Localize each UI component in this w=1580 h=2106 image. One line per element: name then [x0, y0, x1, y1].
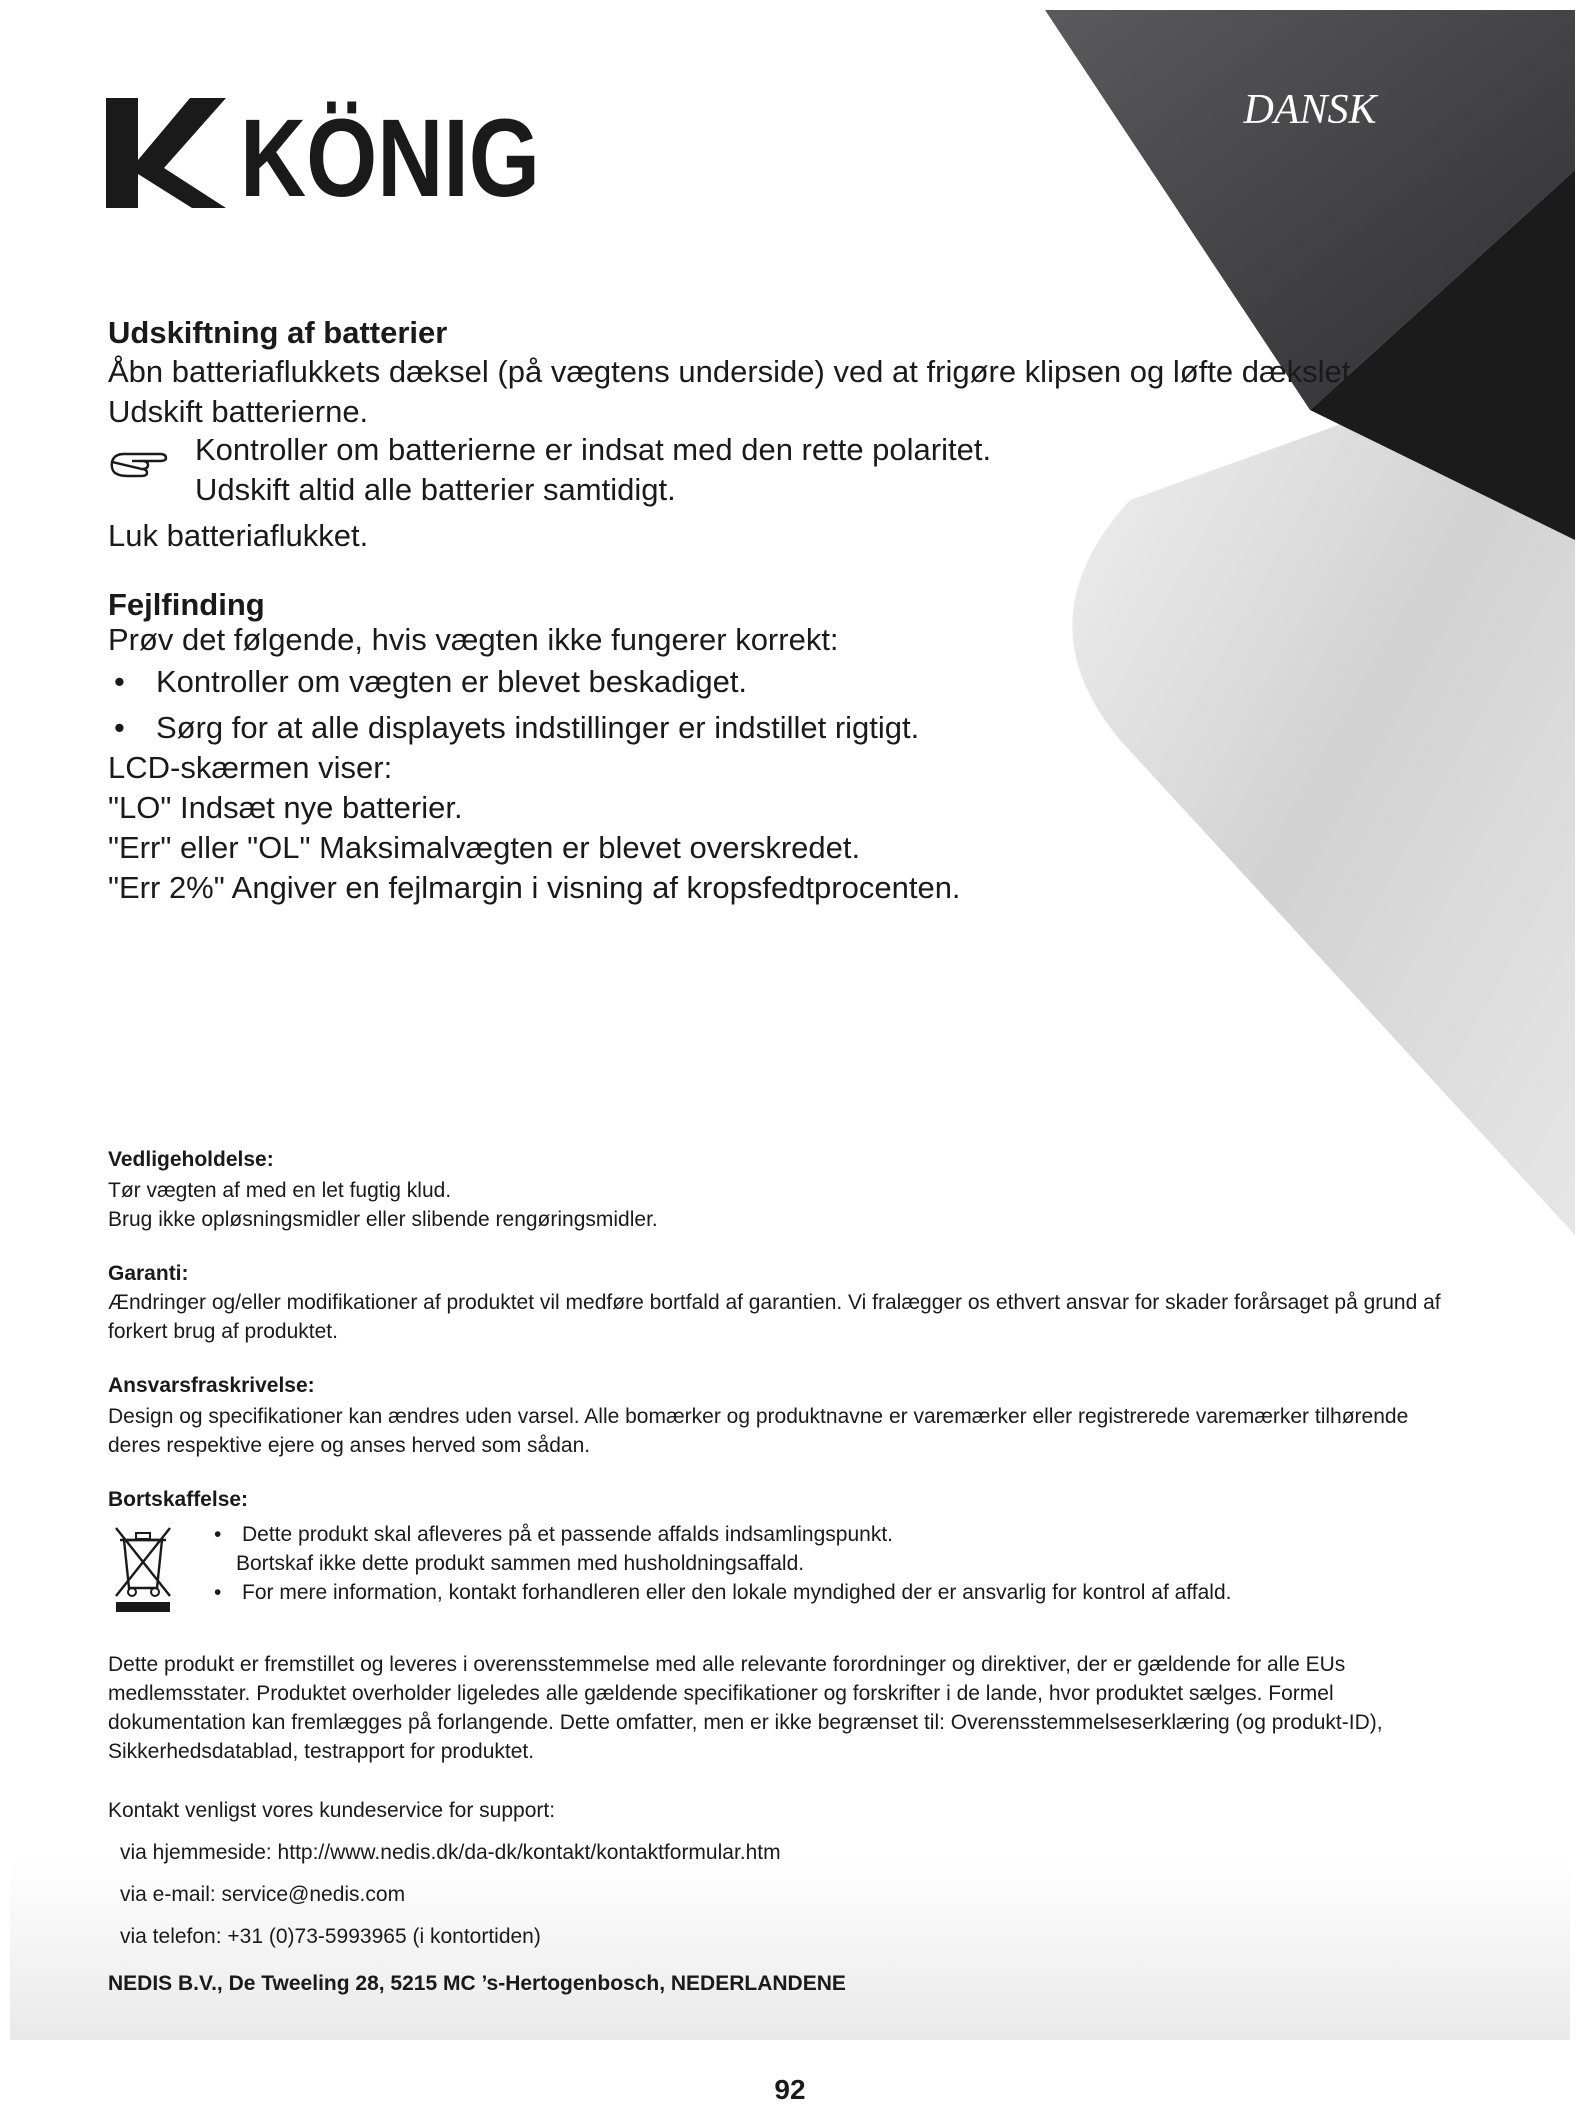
troubleshooting-bullets	[108, 662, 919, 748]
disposal-bullet-1-line-2: Bortskaf ikke dette produkt sammen med husholdningsaffald.	[236, 1552, 805, 1575]
troubleshooting-heading: Fejlfinding	[108, 587, 265, 622]
disclaimer-heading: Ansvarsfraskrivelse:	[108, 1374, 315, 1397]
disposal-bullet-2: • For mere information, kontakt forhandleren eller den lokale myndighed der er ansvarlig for kontrol af affald.	[214, 1581, 1232, 1604]
lcd-line-lo: "LO" Indsæt nye batterier.	[108, 790, 463, 825]
contact-email[interactable]: via e-mail: service@nedis.com	[120, 1883, 406, 1906]
battery-heading: Udskiftning af batterier	[108, 315, 448, 350]
svg-text:KÖNIG: KÖNIG	[240, 97, 540, 220]
lcd-line-err2: "Err 2%" Angiver en fejlmargin i visning af kropsfedtprocenten.	[108, 870, 961, 905]
maintenance-line-2: Brug ikke opløsningsmidler eller slibende rengøringsmidler.	[108, 1208, 658, 1231]
lcd-line-err-ol: "Err" eller "OL" Maksimalvægten er blevet overskredet.	[108, 830, 861, 865]
maintenance-heading: Vedligeholdelse:	[108, 1148, 274, 1171]
logo-k-mark	[106, 98, 226, 208]
battery-note	[195, 430, 991, 510]
disclaimer-text: Design og specifikationer kan ændres uden varsel. Alle bomærker og produktnavne er varemærker eller registrerede varemærker tilhørende deres respektive ejere og anses herved som sådan.	[108, 1405, 1409, 1457]
battery-line-2: Udskift batterierne.	[108, 394, 369, 429]
konig-logo	[106, 96, 546, 220]
warranty-text: Ændringer og/eller modifikationer af produktet vil medføre bortfald af garantien. Vi fralægger os ethvert ansvar for skader forårsaget på grund af forkert brug af produktet.	[108, 1291, 1441, 1343]
contact-website[interactable]: via hjemmeside: http://www.nedis.dk/da-dk/kontakt/kontaktformular.htm	[120, 1841, 781, 1864]
company-address: NEDIS B.V., De Tweeling 28, 5215 MC ’s-Hertogenbosch, NEDERLANDENE	[108, 1972, 846, 1995]
language-label: DANSK	[1243, 87, 1377, 133]
contact-phone: via telefon: +31 (0)73-5993965 (i kontortiden)	[120, 1925, 541, 1948]
lcd-title: LCD-skærmen viser:	[108, 750, 393, 785]
battery-note-line-1: Kontroller om batterierne er indsat med den rette polaritet.	[195, 432, 992, 467]
battery-note-line-2: Udskift altid alle batterier samtidigt.	[195, 472, 676, 507]
battery-text	[108, 352, 1488, 432]
pointing-hand-icon	[108, 446, 170, 482]
battery-line-1: Åbn batteriaflukkets dæksel (på vægtens underside) ved at frigøre klipsen og løfte dækslet.	[108, 354, 1359, 389]
warranty-heading: Garanti:	[108, 1262, 189, 1285]
maintenance-text	[108, 1176, 658, 1234]
maintenance-line-1: Tør vægten af med en let fugtig klud.	[108, 1179, 452, 1202]
lcd-messages	[108, 748, 961, 908]
troubleshooting-intro: Prøv det følgende, hvis vægten ikke fungerer korrekt:	[108, 622, 839, 657]
crossed-out-wheelie-bin-icon	[110, 1522, 176, 1614]
compliance-text: Dette produkt er fremstillet og leveres i overensstemmelse med alle relevante forordninger og direktiver, der er gældende for alle EUs medlemsstater. Produktet overholder ligeledes alle gældende specifikationer og forskrifter i de lande, hvor produktet sælges. Formel dokumentation kan fremlægges på forlangende. Dette omfatter, men er ikke begrænset til: Overensstemmelseserklæring (og produkt-ID), Sikkerhedsdatablad, testrapport for produktet.	[108, 1653, 1383, 1763]
disposal-bullet-1: • Dette produkt skal afleveres på et passende affalds indsamlingspunkt.	[214, 1523, 893, 1546]
battery-closing: Luk batteriaflukket.	[108, 518, 369, 553]
troubleshooting-bullet-2: • Sørg for at alle displayets indstillinger er indstillet rigtigt.	[114, 710, 920, 745]
page-number: 92	[774, 2074, 806, 2105]
disposal-heading: Bortskaffelse:	[108, 1488, 249, 1511]
contact-intro: Kontakt venligst vores kundeservice for support:	[108, 1799, 556, 1822]
troubleshooting-bullet-1: • Kontroller om vægten er blevet beskadiget.	[114, 664, 748, 699]
disposal-list	[206, 1520, 1466, 1607]
